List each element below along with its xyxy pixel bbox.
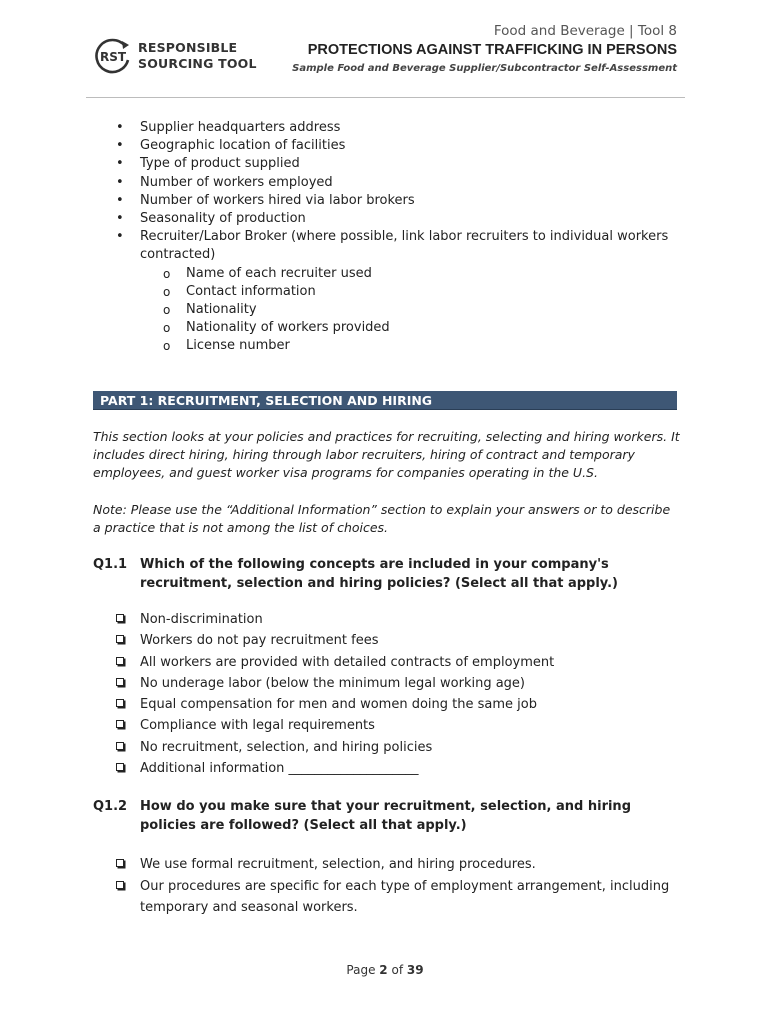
checkbox-option[interactable]: [116, 652, 676, 673]
checkbox-option[interactable]: [116, 694, 676, 715]
checkbox-option[interactable]: [116, 758, 676, 779]
section-heading: PART 1: RECRUITMENT, SELECTION AND HIRING: [93, 391, 677, 410]
checkbox-icon[interactable]: [116, 763, 124, 771]
logo-text-line2: SOURCING TOOL: [138, 56, 257, 71]
checkbox-option[interactable]: [116, 630, 676, 651]
header-divider: [86, 97, 685, 98]
option-label: Our procedures are specific for each type of employment arrangement, including temporary and seasonal workers.: [140, 878, 670, 915]
section-note: Note: Please use the “Additional Information” section to explain your answers or to describe a practice that is not among the list of choices.: [93, 502, 671, 536]
recruiter-sub-list: [140, 265, 686, 356]
question-text: How do you make sure that your recruitment, selection, and hiring policies are followed? (Select all that apply.): [140, 799, 631, 833]
list-item: • Number of workers hired via labor brokers: [116, 192, 686, 210]
document-header: [292, 22, 677, 77]
option-label: No recruitment, selection, and hiring policies: [140, 739, 433, 755]
checkbox-icon[interactable]: [116, 720, 124, 728]
page-label: Page: [346, 963, 376, 977]
sub-list-item: o License number: [163, 337, 686, 355]
section-intro: This section looks at your policies and practices for recruiting, selecting and hiring workers. It includes direct hiring, hiring through labor recruiters, hiring of contract and temporary employees, and guest worker visa programs for companies operating in the U.S.: [93, 429, 680, 481]
question-text: Which of the following concepts are included in your company's recruitment, selection and hiring policies? (Select all that apply.): [140, 557, 618, 591]
option-label: Additional information ____________________: [140, 761, 419, 777]
checkbox-icon[interactable]: [116, 657, 124, 665]
checkbox-option[interactable]: [116, 609, 676, 630]
q1-options: [116, 609, 676, 779]
list-item: • Supplier headquarters address: [116, 119, 686, 137]
option-label: Compliance with legal requirements: [140, 718, 375, 734]
checkbox-icon[interactable]: [116, 678, 124, 686]
option-label: Non-discrimination: [140, 612, 263, 627]
checkbox-option[interactable]: [116, 854, 676, 876]
info-bullet-list: [116, 119, 686, 356]
checkbox-option[interactable]: [116, 715, 676, 736]
list-item-label: Recruiter/Labor Broker (where possible, link labor recruiters to individual workers contracted): [140, 229, 669, 263]
of-label: of: [391, 963, 404, 977]
rst-logo-icon: [93, 36, 133, 76]
q2-options: [116, 854, 676, 919]
checkbox-option[interactable]: [116, 737, 676, 758]
sub-list-item: o Nationality of workers provided: [163, 319, 686, 337]
checkbox-option[interactable]: [116, 673, 676, 694]
checkbox-icon[interactable]: [116, 699, 124, 707]
sub-list-item: o Nationality: [163, 301, 686, 319]
checkbox-icon[interactable]: [116, 881, 124, 889]
rst-logo: [93, 36, 257, 76]
list-item: • Number of workers employed: [116, 174, 686, 192]
option-label: All workers are provided with detailed contracts of employment: [140, 654, 555, 670]
header-title: PROTECTIONS AGAINST TRAFFICKING IN PERSONS: [307, 42, 677, 58]
checkbox-icon[interactable]: [116, 614, 124, 622]
checkbox-icon[interactable]: [116, 635, 124, 643]
checkbox-icon[interactable]: [116, 742, 124, 750]
page-total: 39: [406, 963, 424, 977]
list-item: • Seasonality of production: [116, 210, 686, 228]
page-number: [0, 963, 770, 977]
list-item: • Type of product supplied: [116, 155, 686, 173]
header-tool-label: Food and Beverage | Tool 8: [493, 23, 677, 39]
question-number: Q1.1: [93, 557, 128, 572]
option-label: We use formal recruitment, selection, and hiring procedures.: [140, 857, 536, 872]
list-item-recruiter: [116, 228, 686, 355]
option-label: Equal compensation for men and women doing the same job: [140, 697, 537, 713]
sub-list-item: o Contact information: [163, 283, 686, 301]
header-subtitle: Sample Food and Beverage Supplier/Subcontractor Self-Assessment: [292, 63, 677, 74]
option-label: No underage labor (below the minimum legal working age): [140, 675, 525, 691]
checkbox-option[interactable]: [116, 876, 676, 919]
option-label: Workers do not pay recruitment fees: [140, 633, 379, 649]
list-item: • Geographic location of facilities: [116, 137, 686, 155]
logo-mark: RST: [99, 50, 127, 64]
logo-text-line1: RESPONSIBLE: [138, 40, 238, 55]
logo-text: [138, 40, 257, 72]
page-current: 2: [379, 963, 388, 977]
question-number: Q1.2: [93, 799, 128, 814]
sub-list-item: o Name of each recruiter used: [163, 265, 686, 283]
checkbox-icon[interactable]: [116, 859, 124, 867]
